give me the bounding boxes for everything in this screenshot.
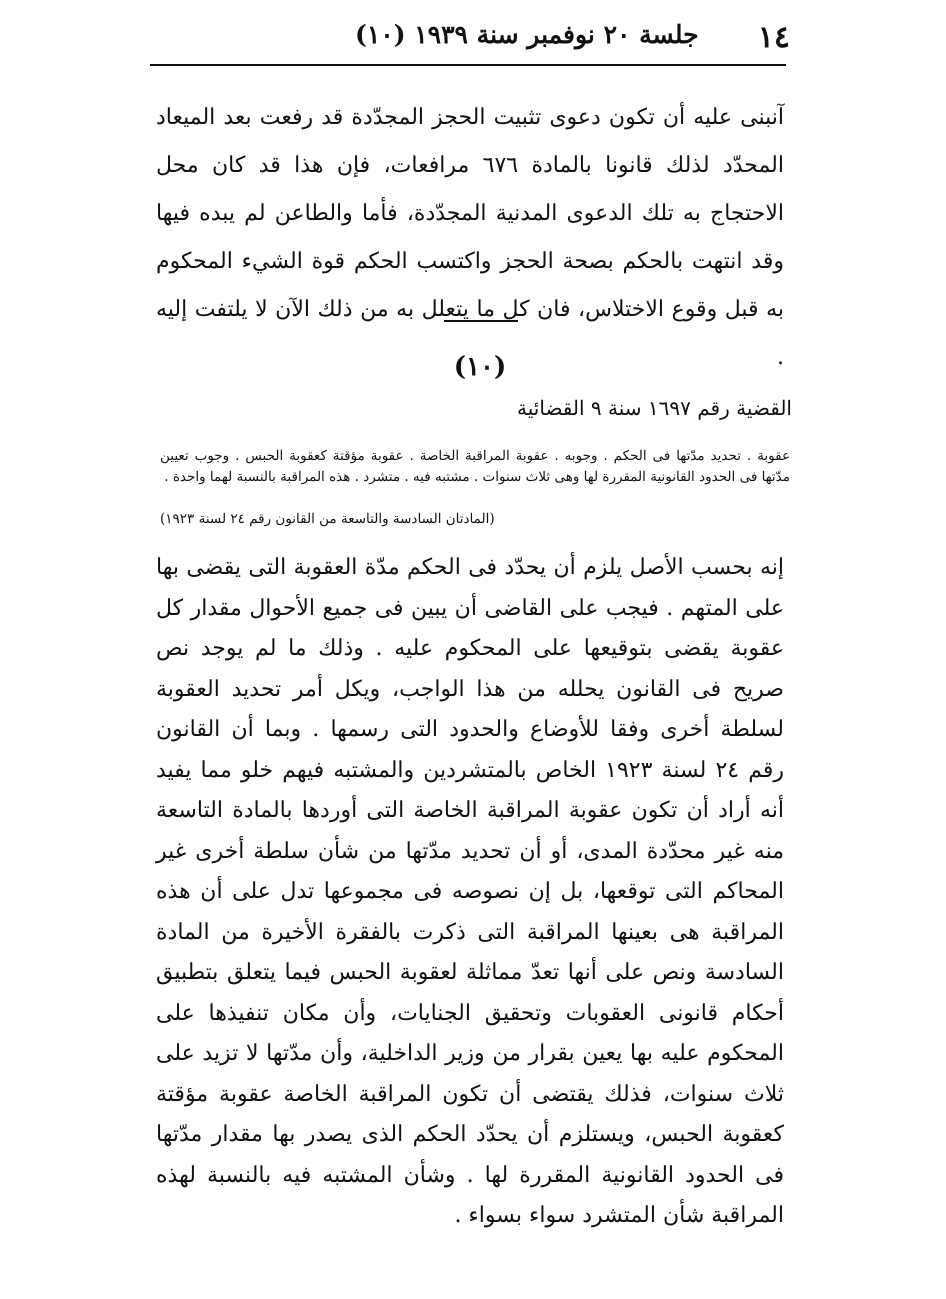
case-title: القضية رقم ١٦٩٧ سنة ٩ القضائية: [517, 396, 792, 420]
page-header: [150, 14, 790, 60]
section-separator: [444, 320, 518, 322]
header-rule: [150, 64, 786, 66]
continued-paragraph: آنبنى عليه أن تكون دعوى تثبيت الحجز المجدّدة قد رفعت بعد الميعاد المحدّد لذلك قانونا بالمادة ٦٧٦ مرافعات، فإن هذا قد كان محل الاحتجاج به تلك الدعوى المدنية المجدّدة، فأما والطاعن لم يبده فيها وقد انتهت بالحكم بصحة الحجز واكتسب الحكم قوة الشيء المحكوم به قبل وقوع الاختلاس، فان كل ما يتعلل به من ذلك الآن لا يلتفت إليه .: [156, 105, 784, 370]
case-number: (١٠): [453, 352, 507, 382]
headnote-legal-reference: (المادتان السادسة والتاسعة من القانون رقم ٢٤ لسنة ١٩٢٣): [160, 509, 520, 530]
page-number: ١٤: [757, 20, 790, 55]
case-headnote: عقوبة . تحديد مدّتها فى الحكم . وجوبه . عقوبة المراقبة الخاصة . عقوبة مؤقتة كعقوبة الحبس . وجوب تعيين مدّتها فى الحدود القانونية المقررة لها وهى ثلاث سنوات . مشتبه فيه . متشرد . هذه المراقبة بالنسبة لهما واحدة .: [160, 448, 790, 485]
running-head: جلسة ٢٠ نوفمبر سنة ١٩٣٩ (١٠): [355, 20, 699, 49]
ruling-paragraph: إنه بحسب الأصل يلزم أن يحدّد فى الحكم مدّة العقوبة التى يقضى بها على المتهم . فيجب على القاضى أن يبين فى جميع الأحوال مقدار كل عقوبة يقضى بتوقيعها على المحكوم عليه . وذلك ما لم يوجد نص صريح فى القانون يحلله من هذا الواجب، ويكل أمر تحديد العقوبة لسلطة أخرى وفقا للأوضاع والحدود التى رسمها . وبما أن القانون رقم ٢٤ لسنة ١٩٢٣ الخاص بالمتشردين والمشتبه فيهم خلو مما يفيد أنه أراد أن تكون عقوبة المراقبة الخاصة التى أوردها بالمادة التاسعة منه غير محدّدة المدى، أو أن تحديد مدّتها من شأن سلطة أخرى غير المحاكم التى توقعها، بل إن نصوصه فى مجموعها تدل على أن هذه المراقبة هى بعينها المراقبة التى ذكرت بالفقرة الأخيرة من المادة السادسة ونص على أنها تعدّ مماثلة لعقوبة الحبس فيما يتعلق بتطبيق أحكام قانونى العقوبات وتحقيق الجنايات، وأن مكان تنفيذها على المحكوم عليه بها يعين بقرار من وزير الداخلية، وأن مدّتها لا تزيد على ثلاث سنوات، فذلك يقتضى أن تكون المراقبة الخاصة عقوبة مؤقتة كعقوبة الحبس، ويستلزم أن يحدّد الحكم الذى يصدر بها مقدار مدّتها فى الحدود القانونية المقررة لها . وشأن المشتبه فيه بالنسبة لهذه المراقبة شأن المتشرد سواء بسواء .: [156, 555, 784, 1228]
